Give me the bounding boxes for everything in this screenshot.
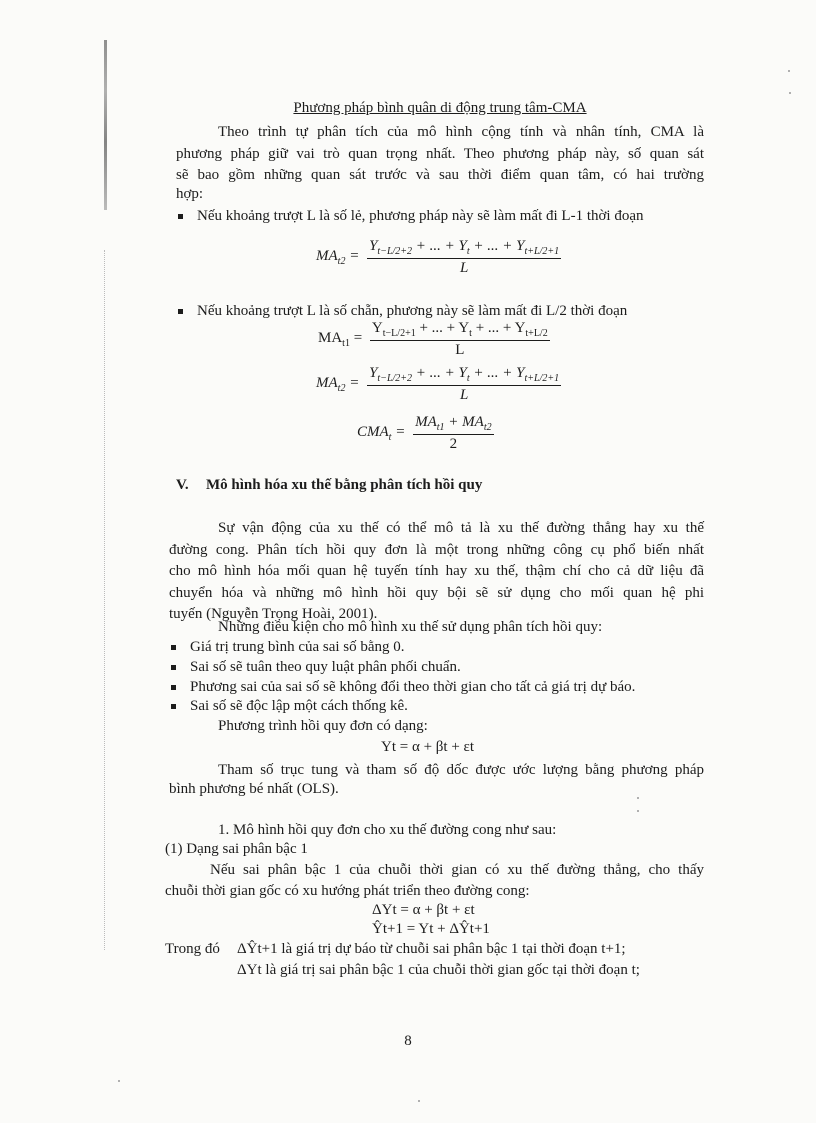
para-v-line-1: Sự vận động của xu thế có thể mô tả là xu thế đường thẳng hay xu thế xyxy=(218,520,704,536)
para-v-line-3: cho mô hình hóa mối quan hệ tuyến tính hay xu thế, thậm chí cho cả dữ liệu đã xyxy=(169,563,704,579)
ma-t2-even-sub: t2 xyxy=(337,383,346,394)
condition-item xyxy=(171,697,408,715)
ma-t1-numerator: $Y_{t-L/2+1}$ + ... + $Y_t$ + ... + $Y_{t+L/2}$ xyxy=(371,320,548,339)
scan-speck xyxy=(789,92,791,94)
ma-t2-sub: t2 xyxy=(337,256,346,267)
diff-equation-2: Ŷt+1 = Yt + ΔŶt+1 xyxy=(372,921,490,937)
ols-line-1: Tham số trục tung và tham số độ dốc được ước lượng bằng phương pháp xyxy=(218,762,704,778)
item-1: 1. Mô hình hồi quy đơn cho xu thế đường cong như sau: xyxy=(218,822,557,838)
intro-line-2: phương pháp giữ vai trò quan trọng nhất. Theo phương pháp này, số quan sát xyxy=(176,146,704,162)
condition-item xyxy=(171,658,461,676)
ma-t1-sub: t1 xyxy=(342,338,350,349)
condition-text: Phương sai của sai số sẽ không đổi theo thời gian cho tất cả giá trị dự báo. xyxy=(190,679,636,695)
formula-ma-t2-even: $MA_{t2}$ = $\frac{Y_{t-L/2+2} + ... + Y_t + ... + Y_{t+L/2+1}}{L}$ xyxy=(316,365,560,403)
scan-speck xyxy=(118,1080,120,1082)
bullet-even xyxy=(178,302,627,320)
cma-denominator: 2 xyxy=(449,436,458,452)
cma-heading: Phương pháp bình quân di động trung tâm-CMA xyxy=(293,100,587,116)
ma-t1-denominator: L xyxy=(455,342,465,358)
ma-t2-denominator: L xyxy=(459,260,469,276)
intro-line-1: Theo trình tự phân tích của mô hình cộng tính và nhân tính, CMA là xyxy=(218,124,704,140)
intro-line-3: sẽ bao gồm những quan sát trước và sau thời điểm quan tâm, có hai trường xyxy=(176,167,704,183)
scan-speck xyxy=(418,1100,420,1102)
scan-speck xyxy=(788,70,790,72)
subitem-1: (1) Dạng sai phân bậc 1 xyxy=(165,841,308,857)
page-number: 8 xyxy=(404,1033,412,1049)
diff-equation-1: ΔYt = α + βt + εt xyxy=(372,902,475,918)
bullet-square-icon xyxy=(171,665,176,670)
ma-t2-numerator: $Y_{t-L/2+2}$ + ... + $Y_t$ + ... + $Y_{t+L/2+1}$ xyxy=(369,238,560,257)
bullet-square-icon xyxy=(171,645,176,650)
section-v-number: V. xyxy=(176,477,189,493)
bullet-odd-text: Nếu khoảng trượt L là số lẻ, phương pháp này sẽ làm mất đi L-1 thời đoạn xyxy=(197,208,644,224)
bullet-square-icon xyxy=(178,214,183,219)
ma-t2-even-numerator: $Y_{t-L/2+2}$ + ... + $Y_t$ + ... + $Y_{t+L/2+1}$ xyxy=(369,365,560,384)
formula-ma-t1: $MA_{t1}$ = $\frac{Y_{t-L/2+1} + ... + Y_t + ... + Y_{t+L/2}}{L}$ xyxy=(318,320,548,358)
intro-line-4: hợp: xyxy=(176,186,204,202)
cma-lhs: CMA xyxy=(357,424,389,440)
condition-text: Giá trị trung bình của sai số bằng 0. xyxy=(190,639,405,655)
where-line-2: ΔYt là giá trị sai phân bậc 1 của chuỗi thời gian gốc tại thời đoạn t; xyxy=(237,962,640,978)
ma-t1-lhs: MA xyxy=(318,330,343,346)
condition-item xyxy=(171,638,405,656)
ols-line-2: bình phương bé nhất (OLS). xyxy=(169,781,339,797)
condition-item xyxy=(171,678,635,696)
regression-equation: Yt = α + βt + εt xyxy=(381,739,475,755)
formula-ma-t2-odd: $MA_{t2}$ = $\frac{Y_{t-L/2+2} + ... + Y_t + ... + Y_{t+L/2+1}}{L}$ xyxy=(316,238,560,276)
cma-sub: t xyxy=(388,432,392,443)
bullet-square-icon xyxy=(171,704,176,709)
ma-t2-lhs: MA xyxy=(316,248,338,264)
bullet-odd xyxy=(178,207,644,225)
para-v-line-2: đường cong. Phân tích hồi quy đơn là một trong những công cụ phổ biến nhất xyxy=(169,542,704,558)
condition-text: Sai số sẽ độc lập một cách thống kê. xyxy=(190,698,408,714)
diff-line-2: chuỗi thời gian gốc có xu hướng phát triển theo đường cong: xyxy=(165,883,530,899)
where-label: Trong đó xyxy=(165,941,220,957)
cma-numerator: $MA_{t1} + MA_{t2}$ xyxy=(415,414,492,433)
ma-t2-even-lhs: MA xyxy=(316,375,338,391)
bullet-square-icon xyxy=(178,309,183,314)
scan-speck xyxy=(637,810,639,812)
conditions-intro: Những điều kiện cho mô hình xu thế sử dụng phân tích hồi quy: xyxy=(218,619,603,635)
bullet-square-icon xyxy=(171,685,176,690)
diff-line-1: Nếu sai phân bậc 1 của chuỗi thời gian có xu thế đường thẳng, cho thấy xyxy=(210,862,704,878)
condition-text: Sai số sẽ tuân theo quy luật phân phối chuẩn. xyxy=(190,659,461,675)
where-line-1: ΔŶt+1 là giá trị dự báo từ chuỗi sai phân bậc 1 tại thời đoạn t+1; xyxy=(237,941,626,957)
ma-t2-even-denominator: L xyxy=(459,387,469,403)
para-v-line-4: chuyển hóa và những mô hình hồi quy bội sẽ sử dụng cho mối quan hệ phi xyxy=(169,585,704,601)
regression-intro: Phương trình hồi quy đơn có dạng: xyxy=(218,718,428,734)
section-v-title: Mô hình hóa xu thế bằng phân tích hồi quy xyxy=(206,477,483,493)
para-v-line-5: tuyến (Nguyễn Trọng Hoài, 2001). xyxy=(169,606,378,622)
formula-cma: $CMA_t$ = $\frac{MA_{t1} + MA_{t2}}{2}$ xyxy=(357,414,492,452)
scan-speck xyxy=(637,797,639,799)
bullet-even-text: Nếu khoảng trượt L là số chẵn, phương này sẽ làm mất đi L/2 thời đoạn xyxy=(197,303,628,319)
